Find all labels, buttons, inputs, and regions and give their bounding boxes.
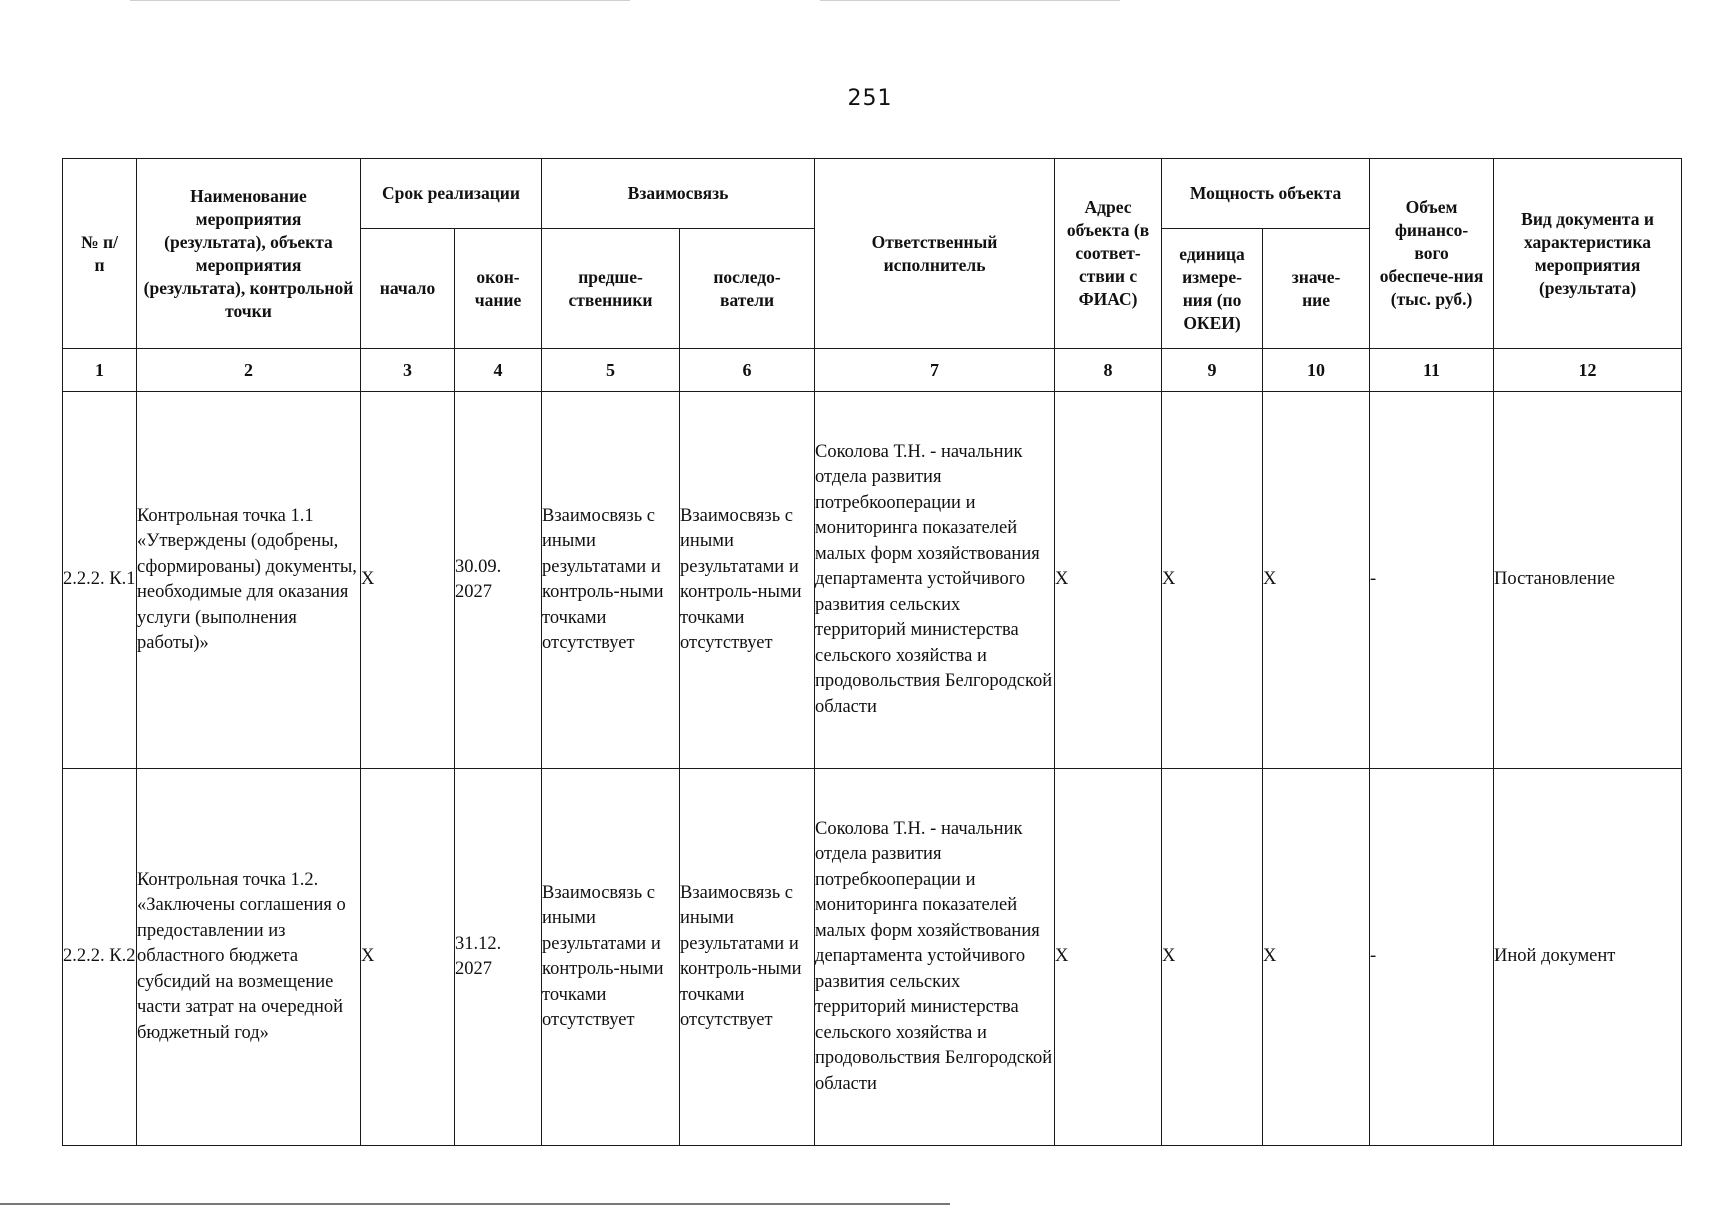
row-successors: Взаимосвязь с иными результатами и контроль-ными точками отсутствует bbox=[680, 769, 815, 1146]
row-predecessors: Взаимосвязь с иными результатами и контроль-ными точками отсутствует bbox=[542, 392, 680, 769]
row-value: X bbox=[1263, 769, 1370, 1146]
page-number: 251 bbox=[847, 86, 893, 111]
row-start: X bbox=[361, 769, 455, 1146]
scan-artifact bbox=[820, 0, 1120, 1]
header-responsible: Ответственный исполнитель bbox=[815, 159, 1055, 349]
header-value: значе-ние bbox=[1263, 229, 1370, 349]
table-row bbox=[63, 392, 1682, 769]
column-number: 7 bbox=[815, 349, 1055, 392]
header-start: начало bbox=[361, 229, 455, 349]
row-start: X bbox=[361, 392, 455, 769]
header-power: Мощность объекта bbox=[1162, 159, 1370, 229]
header-unit: единица измере-ния (по ОКЕИ) bbox=[1162, 229, 1263, 349]
row-responsible: Соколова Т.Н. - начальник отдела развития потребкооперации и мониторинга показателей малых форм хозяйствования департамента устойчивого развития сельских территорий министерства сельского хозяйства и продовольствия Белгородской области bbox=[815, 392, 1055, 769]
header-name: Наименование мероприятия (результата), объекта мероприятия (результата), контрольной точки bbox=[137, 159, 361, 349]
column-number: 1 bbox=[63, 349, 137, 392]
column-number: 12 bbox=[1494, 349, 1682, 392]
scan-artifact bbox=[130, 0, 630, 1]
column-number: 8 bbox=[1055, 349, 1162, 392]
header-successors: последо-ватели bbox=[680, 229, 815, 349]
row-address: X bbox=[1055, 769, 1162, 1146]
row-end: 30.09. 2027 bbox=[455, 392, 542, 769]
row-num: 2.2.2. К.1 bbox=[63, 392, 137, 769]
header-document: Вид документа и характеристика мероприятия (результата) bbox=[1494, 159, 1682, 349]
row-value: X bbox=[1263, 392, 1370, 769]
row-unit: X bbox=[1162, 392, 1263, 769]
column-number: 4 bbox=[455, 349, 542, 392]
column-number: 11 bbox=[1370, 349, 1494, 392]
row-document: Постановление bbox=[1494, 392, 1682, 769]
header-finance: Объем финансо-вого обеспече-ния (тыс. руб.) bbox=[1370, 159, 1494, 349]
row-finance: - bbox=[1370, 769, 1494, 1146]
row-name: Контрольная точка 1.1 «Утверждены (одобрены, сформированы) документы, необходимые для оказания услуги (выполнения работы)» bbox=[137, 392, 361, 769]
row-address: X bbox=[1055, 392, 1162, 769]
column-number: 5 bbox=[542, 349, 680, 392]
column-number: 6 bbox=[680, 349, 815, 392]
header-address: Адрес объекта (в соответ-ствии с ФИАС) bbox=[1055, 159, 1162, 349]
measures-table bbox=[62, 158, 1682, 1146]
header-row-1 bbox=[63, 159, 1682, 229]
row-num: 2.2.2. К.2 bbox=[63, 769, 137, 1146]
row-document: Иной документ bbox=[1494, 769, 1682, 1146]
header-num: № п/п bbox=[63, 159, 137, 349]
column-number: 2 bbox=[137, 349, 361, 392]
row-responsible: Соколова Т.Н. - начальник отдела развития потребкооперации и мониторинга показателей малых форм хозяйствования департамента устойчивого развития сельских территорий министерства сельского хозяйства и продовольствия Белгородской области bbox=[815, 769, 1055, 1146]
row-end: 31.12. 2027 bbox=[455, 769, 542, 1146]
header-link: Взаимосвязь bbox=[542, 159, 815, 229]
column-number: 10 bbox=[1263, 349, 1370, 392]
column-numbers-row bbox=[63, 349, 1682, 392]
header-predecessors: предше-ственники bbox=[542, 229, 680, 349]
row-predecessors: Взаимосвязь с иными результатами и контроль-ными точками отсутствует bbox=[542, 769, 680, 1146]
column-number: 3 bbox=[361, 349, 455, 392]
row-successors: Взаимосвязь с иными результатами и контроль-ными точками отсутствует bbox=[680, 392, 815, 769]
table-row bbox=[63, 769, 1682, 1146]
row-finance: - bbox=[1370, 392, 1494, 769]
header-term: Срок реализации bbox=[361, 159, 542, 229]
column-number: 9 bbox=[1162, 349, 1263, 392]
header-end: окон-чание bbox=[455, 229, 542, 349]
row-unit: X bbox=[1162, 769, 1263, 1146]
row-name: Контрольная точка 1.2. «Заключены соглашения о предоставлении из областного бюджета субсидий на возмещение части затрат на очередной бюджетный год» bbox=[137, 769, 361, 1146]
